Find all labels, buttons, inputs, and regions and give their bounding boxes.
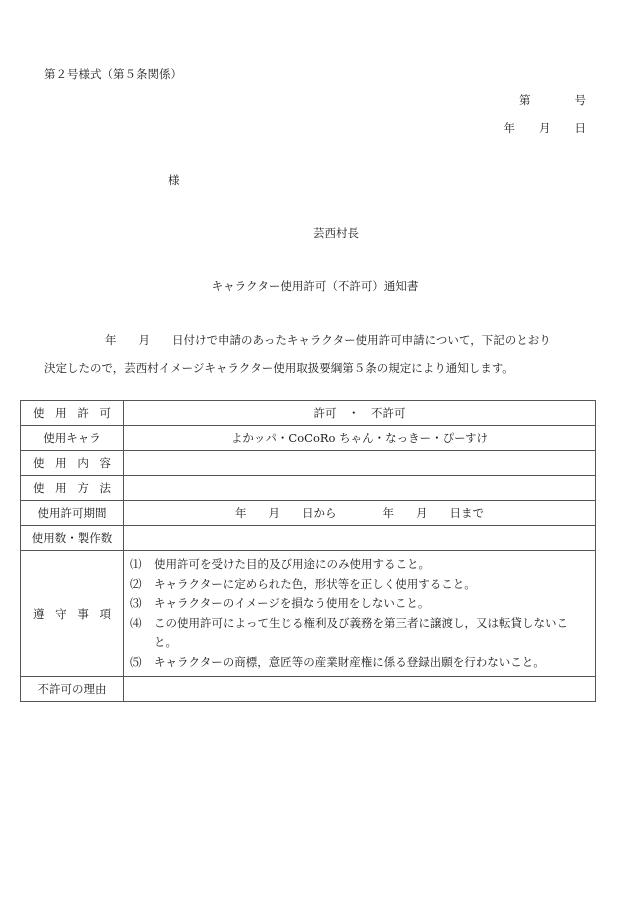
label-method: 使用方法 (33, 481, 111, 495)
value-character: よかッパ・CoCoRo ちゃん・なっきー・ぴーすけ (124, 426, 596, 451)
rule-text: キャラクターのイメージを損なう使用をしないこと。 (154, 596, 430, 610)
rule-number: ⑴ (130, 557, 142, 571)
row-method (21, 476, 596, 501)
row-period (21, 501, 596, 526)
row-permission (21, 401, 596, 426)
period-day-from: 日から (302, 506, 337, 520)
rule-text: 使用許可を受けた目的及び用途にのみ使用すること。 (154, 557, 430, 571)
value-quantity (124, 526, 596, 551)
issue-date-line (504, 120, 587, 136)
label-content: 使用内容 (33, 456, 111, 470)
label-quantity: 使用数・製作数 (21, 526, 124, 551)
value-reason (124, 677, 596, 702)
period-day-to: 日まで (449, 506, 484, 520)
number-prefix: 第 (519, 93, 531, 107)
date-month: 月 (539, 121, 551, 135)
label-permission: 使用許可 (33, 406, 111, 420)
rule-number: ⑷ (130, 615, 142, 630)
value-period (124, 501, 596, 526)
number-suffix: 号 (574, 93, 586, 107)
value-method (124, 476, 596, 501)
period-year-to: 年 (382, 506, 394, 520)
body-line-1 (105, 332, 551, 348)
row-rules (21, 551, 596, 677)
rule-number: ⑵ (130, 576, 142, 591)
date-year: 年 (503, 121, 515, 135)
body-year: 年 (105, 333, 117, 347)
period-month-from: 月 (268, 506, 280, 520)
value-content (124, 451, 596, 476)
rule-item (130, 555, 589, 575)
notice-form-table (20, 400, 596, 702)
label-rules: 遵守事項 (33, 606, 111, 621)
rule-item (130, 614, 589, 653)
body-month: 月 (138, 333, 150, 347)
body-line-2: 決定したので，芸西村イメージキャラクター使用取扱要綱第５条の規定により通知します。 (44, 361, 514, 375)
row-content (21, 451, 596, 476)
label-period: 使用許可期間 (21, 501, 124, 526)
rule-text: この使用許可によって生じる権利及び義務を第三者に譲渡し，又は転貸しないこと。 (154, 615, 568, 649)
date-day: 日 (574, 121, 586, 135)
period-month-to: 月 (416, 506, 428, 520)
row-reason (21, 677, 596, 702)
row-character (21, 426, 596, 451)
addressee-suffix: 様 (168, 173, 180, 187)
rule-text: キャラクターに定められた色，形状等を正しく使用すること。 (154, 576, 476, 591)
rule-item (130, 575, 589, 595)
rule-item (130, 653, 589, 673)
issuer-name: 芸西村長 (313, 226, 359, 240)
rule-number: ⑶ (130, 596, 142, 610)
period-year-from: 年 (235, 506, 247, 520)
document-title: キャラクター使用許可（不許可）通知書 (211, 279, 419, 293)
document-number-line (519, 92, 586, 108)
row-quantity (21, 526, 596, 551)
label-reason: 不許可の理由 (21, 677, 124, 702)
value-rules (124, 551, 596, 677)
label-character: 使用キャラ (21, 426, 124, 451)
rule-text: キャラクターの商標，意匠等の産業財産権に係る登録出願を行わないこと。 (154, 654, 545, 669)
value-permission: 許可 ・ 不許可 (124, 401, 596, 426)
rule-number: ⑸ (130, 654, 142, 669)
form-number: 第２号様式（第５条関係） (44, 67, 182, 81)
body-line-1-text: 日付けで申請のあったキャラクター使用許可申請について，下記のとおり (172, 333, 551, 347)
rule-item (130, 594, 589, 614)
